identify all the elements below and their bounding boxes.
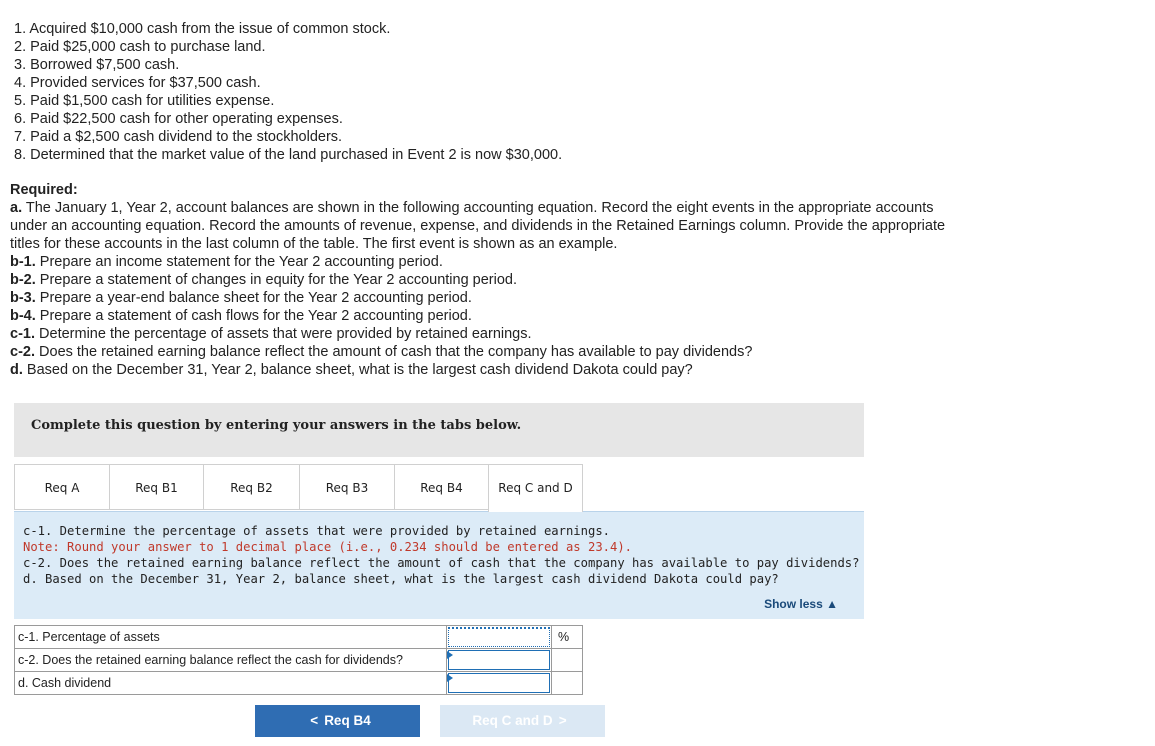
chevron-left-icon: <	[310, 713, 319, 728]
show-less-link[interactable]: Show less ▲	[764, 597, 838, 611]
required-section	[10, 181, 955, 379]
dividend-reflect-dropdown[interactable]	[447, 649, 552, 672]
required-item: c-1. Determine the percentage of assets that were provided by retained earnings.	[10, 326, 532, 342]
event-item: 5. Paid $1,500 cash for utilities expense.	[14, 93, 275, 109]
required-item: b-4. Prepare a statement of cash flows for the Year 2 accounting period.	[10, 308, 472, 324]
tab-req-b3[interactable]: Req B3	[299, 464, 395, 510]
triangle-up-icon: ▲	[826, 597, 838, 611]
tab-bar	[14, 464, 864, 512]
answer-unit	[552, 649, 583, 672]
answer-table	[14, 625, 583, 695]
tab-req-b2[interactable]: Req B2	[203, 464, 300, 510]
tab-req-c-and-d[interactable]: Req C and D	[488, 464, 583, 512]
required-heading: Required:	[10, 182, 78, 198]
tab-req-b4[interactable]: Req B4	[394, 464, 489, 510]
event-item: 3. Borrowed $7,500 cash.	[14, 57, 180, 73]
answer-label: d. Cash dividend	[15, 672, 447, 695]
required-item: d. Based on the December 31, Year 2, balance sheet, what is the largest cash dividend Dakota could pay?	[10, 362, 693, 378]
tab-req-b1[interactable]: Req B1	[109, 464, 204, 510]
dropdown-arrow-icon	[447, 651, 453, 659]
event-item: 4. Provided services for $37,500 cash.	[14, 75, 261, 91]
table-row	[15, 672, 583, 695]
tab-req-a[interactable]: Req A	[14, 464, 110, 510]
required-item: b-3. Prepare a year-end balance sheet for the Year 2 accounting period.	[10, 290, 472, 306]
cash-dividend-input[interactable]	[447, 672, 552, 695]
banner-text: Complete this question by entering your answers in the tabs below.	[31, 418, 522, 433]
answer-label: c-1. Percentage of assets	[15, 626, 447, 649]
next-tab-button[interactable]: Req C and D >	[440, 705, 605, 737]
answer-label: c-2. Does the retained earning balance reflect the cash for dividends?	[15, 649, 447, 672]
required-item: b-1. Prepare an income statement for the Year 2 accounting period.	[10, 254, 443, 270]
panel-line-d: d. Based on the December 31, Year 2, balance sheet, what is the largest cash dividend Dakota could pay?	[23, 572, 779, 586]
percent-unit: %	[552, 626, 583, 649]
event-item: 2. Paid $25,000 cash to purchase land.	[14, 39, 266, 55]
event-item: 6. Paid $22,500 cash for other operating expenses.	[14, 111, 343, 127]
answer-unit	[552, 672, 583, 695]
panel-line-c1: c-1. Determine the percentage of assets that were provided by retained earnings.	[23, 524, 610, 538]
event-item: 7. Paid a $2,500 cash dividend to the stockholders.	[14, 129, 343, 145]
chevron-right-icon: >	[558, 713, 567, 728]
event-item: 8. Determined that the market value of the land purchased in Event 2 is now $30,000.	[14, 147, 563, 163]
rounding-note: Note: Round your answer to 1 decimal place (i.e., 0.234 should be entered as 23.4).	[23, 540, 633, 554]
panel-line-c2: c-2. Does the retained earning balance reflect the amount of cash that the company has available to pay dividends?	[23, 556, 860, 570]
required-item: a. The January 1, Year 2, account balances are shown in the following accounting equation. Record the eight events in the appropriate accounts under an accounting equation. Record the amounts of revenue, expense, and dividends in the Retained Earnings column. Provide the appropriate titles for these accounts in the last column of the table. The first event is shown as an example.	[10, 200, 946, 252]
required-item: c-2. Does the retained earning balance reflect the amount of cash that the company has available to pay dividends?	[10, 344, 753, 360]
required-item: b-2. Prepare a statement of changes in equity for the Year 2 accounting period.	[10, 272, 518, 288]
dropdown-arrow-icon	[447, 674, 453, 682]
instruction-banner	[14, 403, 864, 457]
event-list	[14, 20, 562, 164]
event-item: 1. Acquired $10,000 cash from the issue of common stock.	[14, 21, 391, 37]
question-panel	[14, 511, 864, 619]
table-row	[15, 649, 583, 672]
table-row	[15, 626, 583, 649]
percentage-input[interactable]	[447, 626, 552, 649]
prev-tab-button[interactable]: < Req B4	[255, 705, 420, 737]
